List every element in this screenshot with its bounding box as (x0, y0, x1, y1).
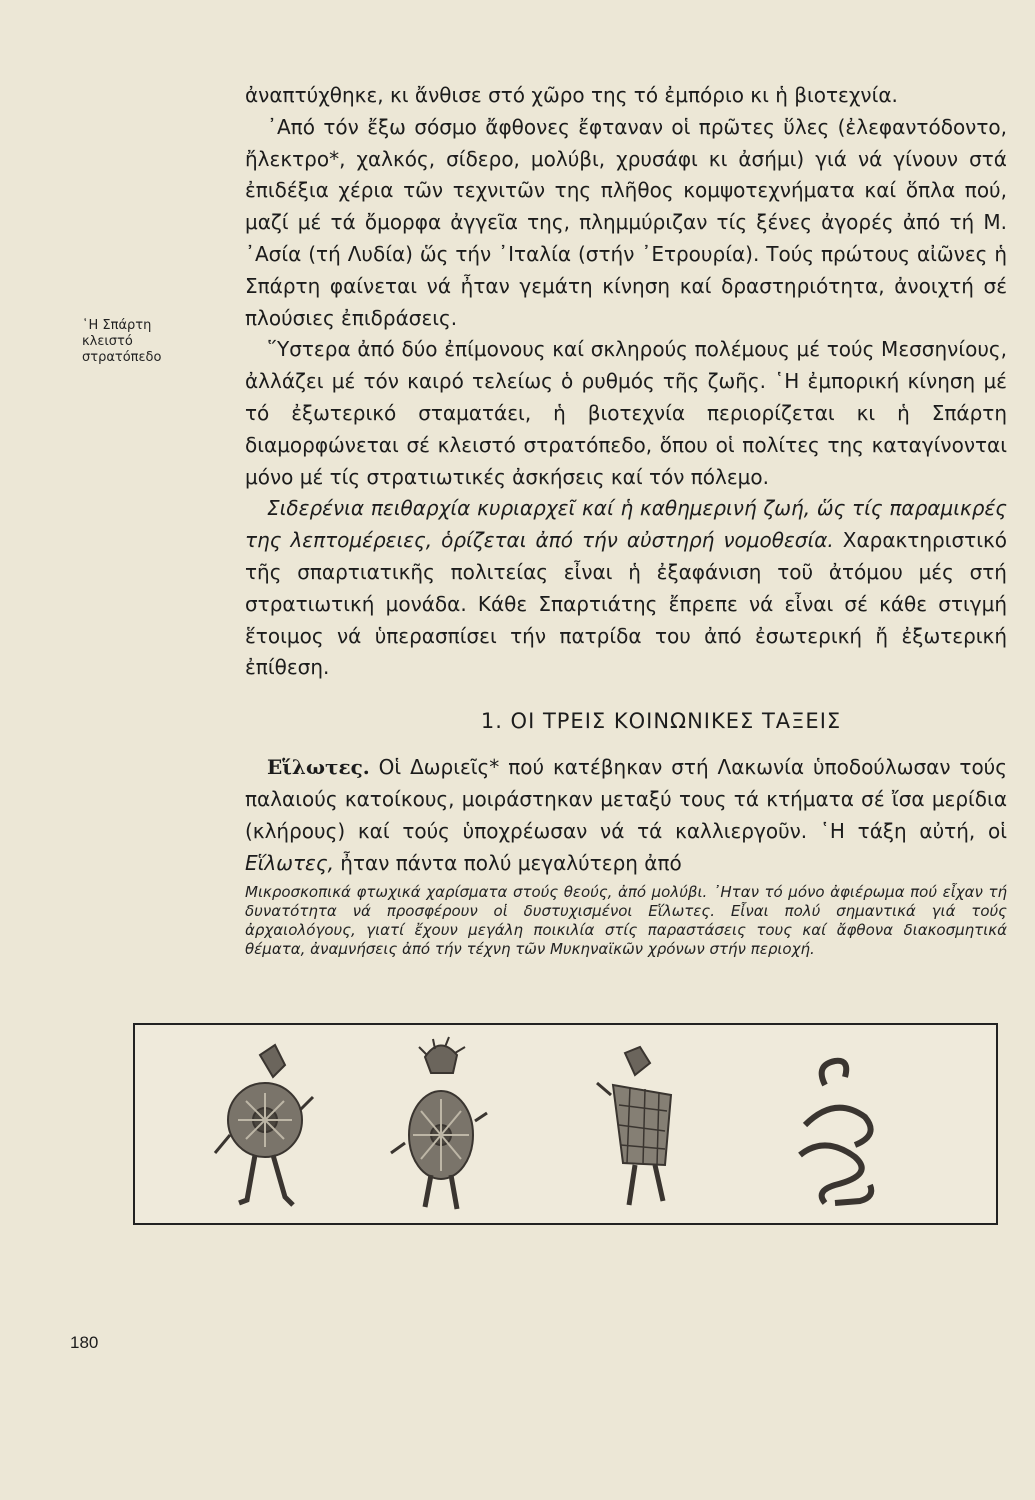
figurines-illustration (135, 1025, 996, 1223)
paragraph-3: ῞Υστερα ἀπό δύο ἐπίμονους καί σκληρούς πολέμους μέ τούς Μεσσηνίους, ἀλλάζει μέ τόν καιρό τελείως ὁ ρυθμός τῆς ζωῆς. ῾Η ἐμπορική κίνηση μέ τό ἐξωτερικό σταματάει, ἡ βιοτεχνία περιορίζεται κι ἡ Σπάρτη διαμορφώνεται σέ κλειστό στρατόπεδο, ὅπου οἱ πολίτες της καταγίνονται μόνο μέ τίς στρατιωτικές ἀσκήσεις καί τόν πόλεμο. (245, 337, 1007, 489)
lead-warrior-with-rosette-shield (215, 1045, 313, 1205)
section-heading: 1. ΟΙ ΤΡΕΙΣ ΚΟΙΝΩΝΙΚΕΣ ΤΑΞΕΙΣ (480, 709, 842, 734)
page-number: 180 (70, 1333, 99, 1352)
helots-italic: Εἵλωτες, (245, 850, 334, 875)
margin-note (82, 318, 222, 366)
margin-note-line: στρατόπεδο (82, 350, 162, 365)
lead-warrior-with-round-shield (391, 1037, 487, 1209)
figure-lead-figurines (133, 1023, 998, 1225)
lead-abstract-figure (800, 1061, 871, 1203)
lead-figure-with-checkered-garment (597, 1047, 671, 1205)
paragraph-4-text: Χαρακτηριστικό τῆς σπαρτιατικῆς πολιτείας εἶναι ἡ ἐξαφάνιση τοῦ ἀτόμου μές στή στρατιωτική μονάδα. Κάθε Σπαρτιάτης ἔπρεπε νά εἶναι σέ κάθε στιγμή ἕτοιμος νά ὑπερασπίσει τήν πατρίδα του ἀπό ἐσωτερική ἤ ἐξωτερική ἐπίθεση. (245, 528, 1007, 680)
helots-text-a: Οἱ Δωριεῖς* πού κατέβηκαν στή Λακωνία ὑποδούλωσαν τούς παλαιούς κατοίκους, μοιράστηκαν μεταξύ τους τά κτήματα σέ ἴσα μερίδια (κλήρους) καί τούς ὑποχρέωσαν νά τά καλλιεργοῦν. ῾Η τάξη αὐτή, οἱ (245, 755, 1007, 843)
paragraph-1: ἀναπτύχθηκε, κι ἄνθισε στό χῶρο της τό ἐμπόριο κι ἡ βιοτεχνία. (245, 83, 898, 107)
figure-caption: Μικροσκοπικά φτωχικά χαρίσματα στούς θεούς, ἀπό μολύβι. ᾿Ηταν τό μόνο ἀφιέρωμα πού εἶχαν τή δυνατότητα νά προσφέρουν οἱ δυστυχισμένοι Εἵλωτες. Εἶναι πολύ σημαντικά γιά τούς ἀρχαιολόγους, γιατί ἔχουν μεγάλη ποικιλία στίς παραστάσεις τους καί ἄφθονα διακοσμητικά θέματα, ἀναμνήσεις ἀπό τήν τέχνη τῶν Μυκηναϊκῶν χρόνων στήν περιοχή. (245, 883, 1007, 958)
helots-paragraph (245, 752, 1007, 879)
paragraph-4-italic: Σιδερένια πειθαρχία κυριαρχεῖ καί ἡ καθημερινή ζωή, ὥς τίς παραμικρές της λεπτομέρειες, ὁρίζεται ἀπό τήν αὐστηρή νομοθεσία. (245, 496, 1007, 553)
paragraph-4 (245, 493, 1007, 684)
margin-note-line: κλειστό (82, 334, 133, 349)
margin-note-line: ῾Η Σπάρτη (82, 318, 152, 333)
helots-lead: Εἵλωτες. (267, 755, 370, 780)
main-text (245, 80, 1007, 879)
helots-text-b: ἦταν πάντα πολύ μεγαλύτερη ἀπό (340, 850, 682, 875)
paragraph-2: ᾿Από τόν ἔξω σόσμο ἄφθονες ἔφταναν οἱ πρῶτες ὕλες (ἐλεφαντόδοντο, ἤλεκτρο*, χαλκός, σίδερο, μολύβι, χρυσάφι κι ἀσήμι) γιά νά γίνουν στά ἐπιδέξια χέρια τῶν τεχνιτῶν της πλῆθος κομψοτεχνήματα καί ὅπλα πού, μαζί μέ τά ὄμορφα ἀγγεῖα της, πλημμύριζαν τίς ξένες ἀγορές ἀπό τή Μ. ᾿Ασία (τή Λυδία) ὥς τήν ᾿Ιταλία (στήν ᾿Ετρουρία). Τούς πρώτους αἰῶνες ἡ Σπάρτη φαίνεται νά ἦταν γεμάτη κίνηση καί δραστηριότητα, ἀνοιχτή σέ πλούσιες ἐπιδράσεις. (245, 114, 1007, 330)
